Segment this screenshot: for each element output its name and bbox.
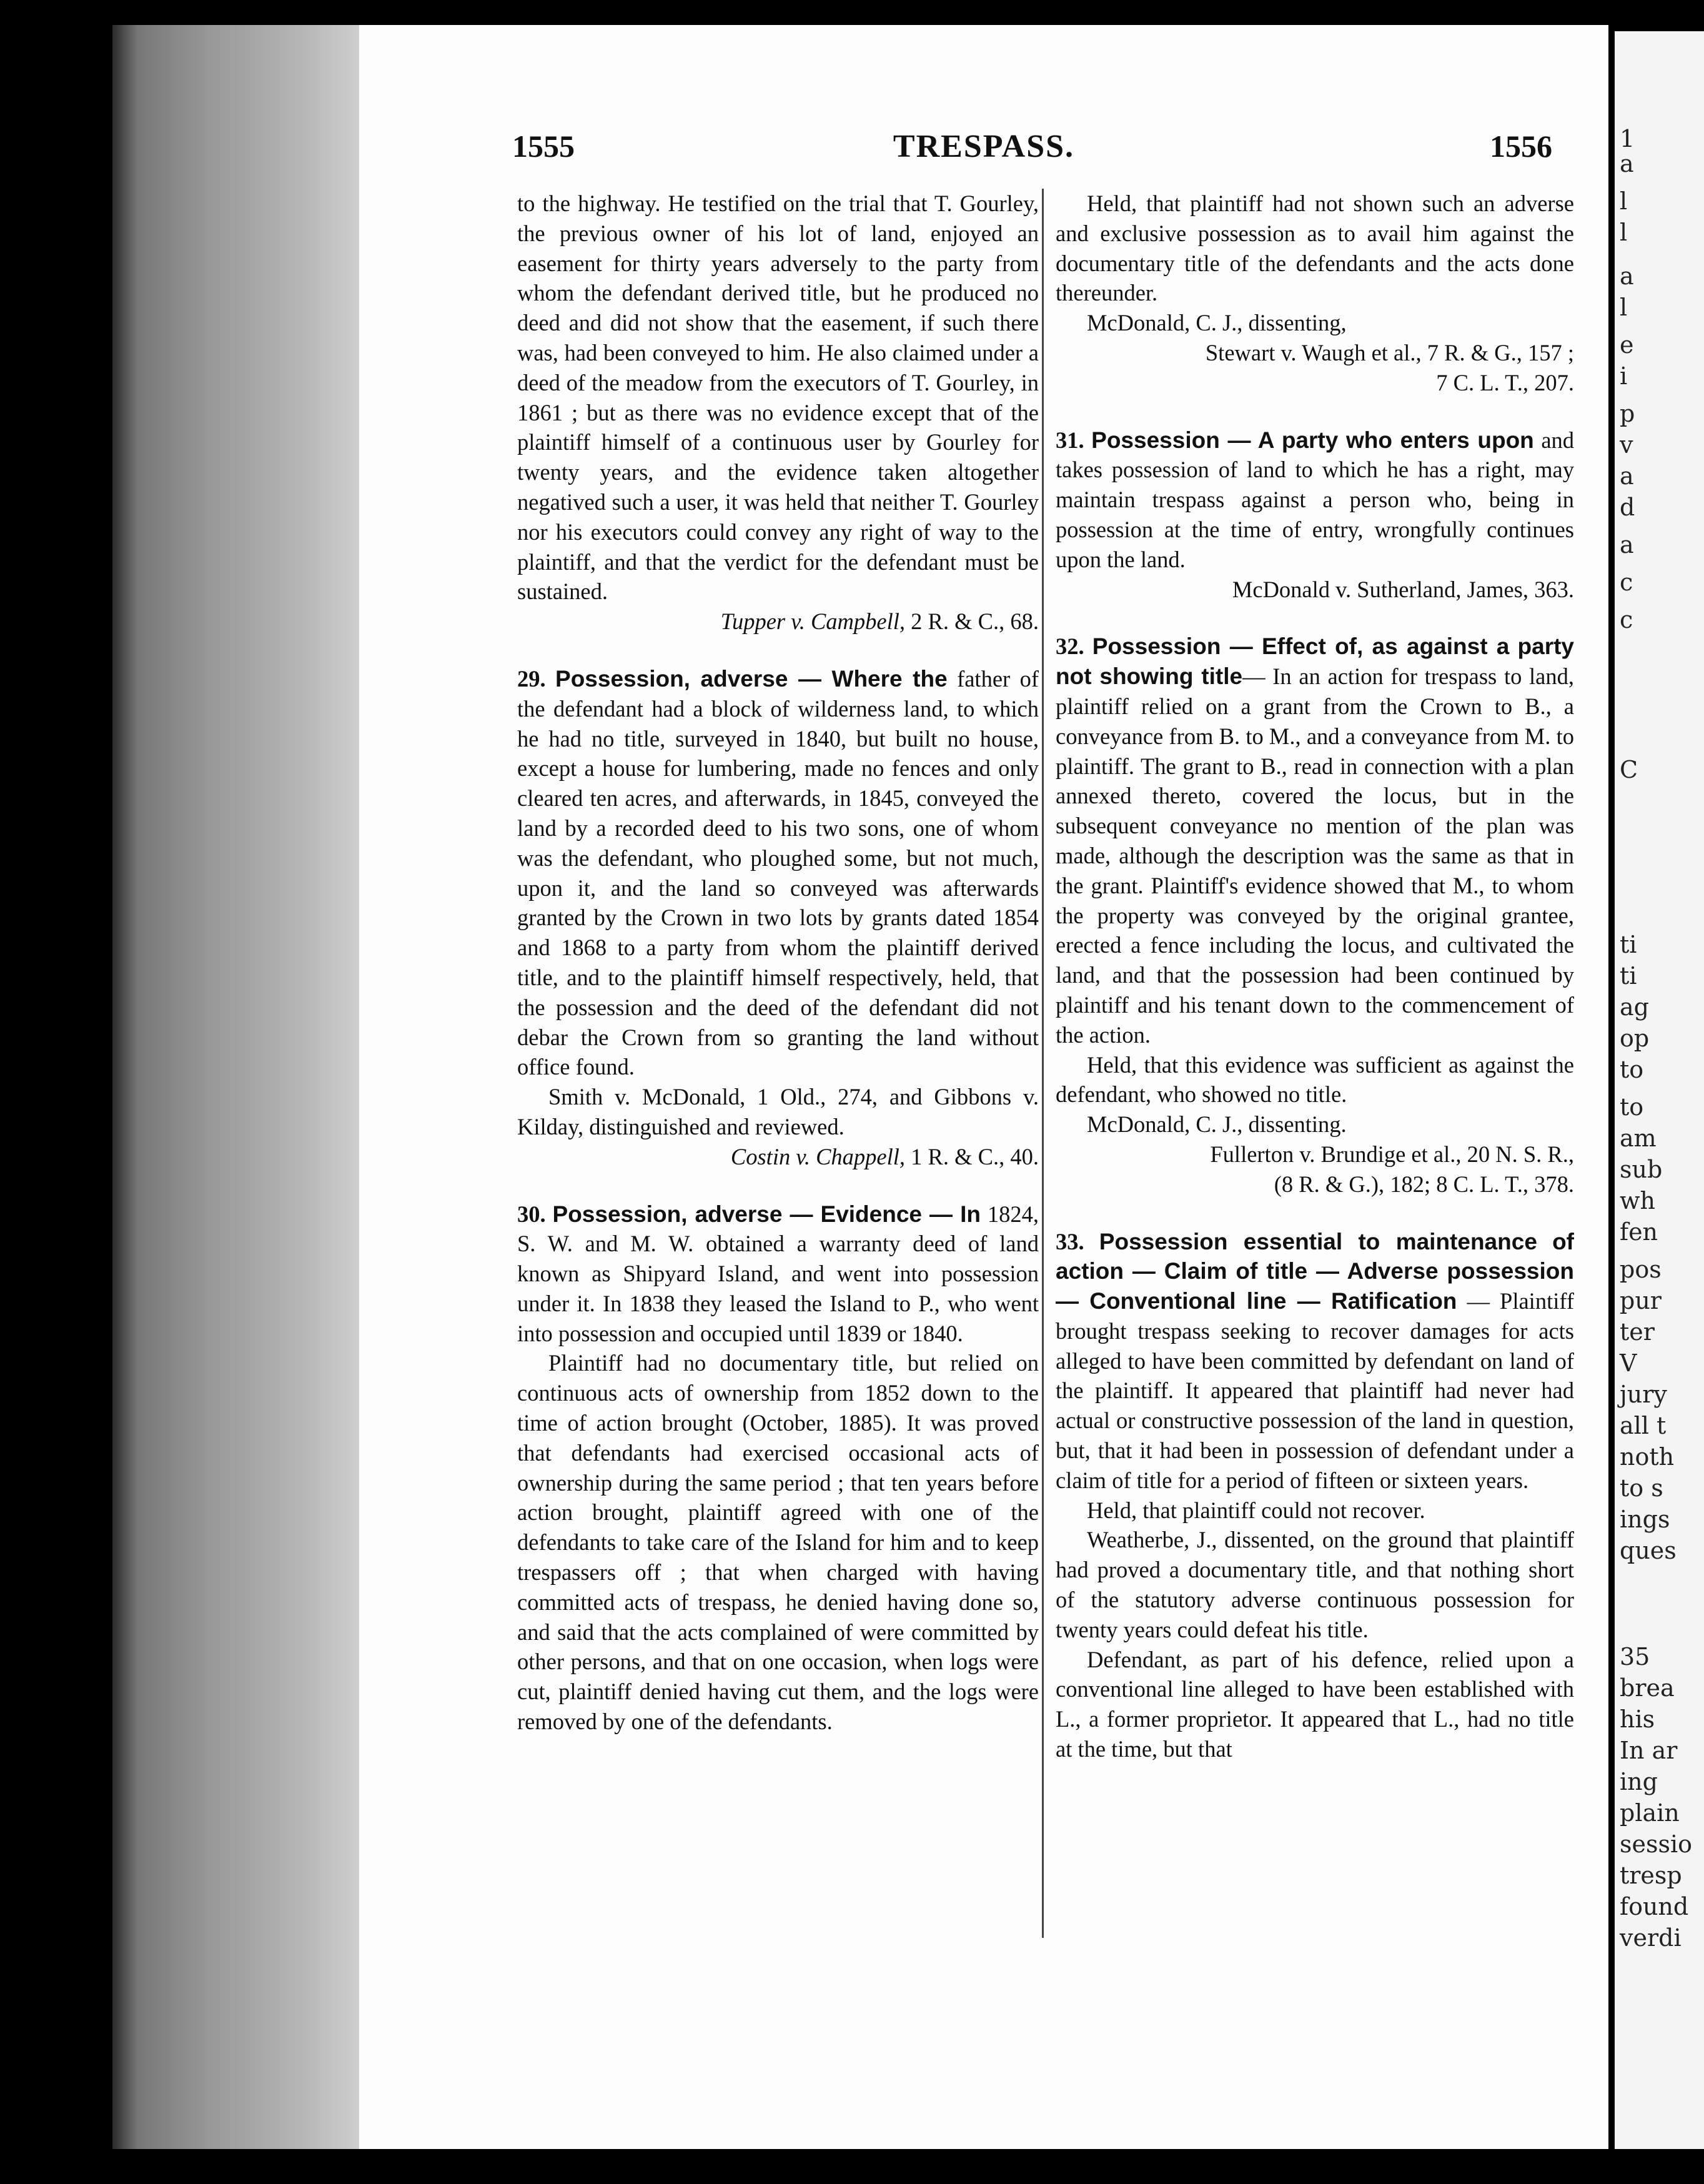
entry-31: [1056, 425, 1574, 575]
page-title: TRESPASS.: [893, 129, 1075, 164]
book-page: [359, 25, 1608, 2149]
next-page-text-fragment: In ar: [1620, 1737, 1678, 1764]
continued-text: Held, that plaintiff had not shown such an adverse and exclusive possession as to avail him against the documentary title of the defendants and the acts done thereunder.: [1056, 191, 1574, 306]
entry-text: — Plaintiff brought trespass seeking to recover damages for acts alleged to have been committed by defendant on land of the plaintiff. It appeared that plaintiff had never had actual or constructive possession of the land in question, but, that it had been in possession of defendant under a claim of title for a period of fifteen or sixteen years.: [1056, 1288, 1574, 1493]
next-page-text-fragment: ing: [1620, 1768, 1658, 1795]
next-page-edge: [1615, 31, 1704, 2149]
entry-32: [1056, 632, 1574, 1050]
entry-subheading: of action — Claim of title — Adverse possession — Conventional line — Ratification: [1056, 1228, 1575, 1314]
next-page-text-fragment: ti: [1620, 931, 1637, 958]
next-page-text-fragment: 1: [1620, 125, 1635, 152]
entry-heading: Possession essential to maintenance: [1099, 1228, 1537, 1254]
next-page-text-fragment: p: [1620, 400, 1635, 427]
right-page-number: 1556: [1490, 129, 1552, 164]
entry-text: and takes possession of land to which he has a right, may maintain trespass against a person who, being in possession at the time of entry, wrongfully continues upon the land.: [1056, 427, 1575, 572]
next-page-text-fragment: a: [1620, 531, 1634, 558]
case-reference: 2 R. & C., 68.: [911, 608, 1039, 635]
next-page-text-fragment: ti: [1620, 962, 1637, 990]
next-page-text-fragment: V: [1620, 1349, 1637, 1377]
next-page-text-fragment: jury: [1620, 1381, 1667, 1408]
next-page-text-fragment: to s: [1620, 1474, 1663, 1502]
next-page-text-fragment: am: [1620, 1124, 1657, 1152]
dissent-note: Weatherbe, J., dissented, on the ground that plaintiff had proved a documentary title, and that nothing short of the statutory adverse continuous possession for twenty years could defeat his title.: [1056, 1527, 1574, 1642]
entry-number: 32.: [1056, 633, 1084, 660]
next-page-text-fragment: i: [1620, 362, 1628, 390]
entry-text: 1824, S. W. and M. W. obtained a warranty deed of land known as Shipyard Island, and went into possession under it. In 1838 they leased the Island to P., who went into possession and occupied until 1839 or 1840.: [517, 1201, 1039, 1346]
entry-33: [1056, 1227, 1574, 1496]
next-page-text-fragment: a: [1620, 462, 1634, 490]
case-name: Costin v. Chappell,: [730, 1143, 906, 1169]
next-page-text-fragment: c: [1620, 568, 1633, 596]
next-page-text-fragment: l: [1620, 219, 1628, 246]
next-page-text-fragment: wh: [1620, 1187, 1655, 1214]
next-page-text-fragment: brea: [1620, 1674, 1675, 1702]
entry-number: 33.: [1056, 1228, 1084, 1254]
next-page-text-fragment: ag: [1620, 993, 1649, 1021]
entry-text: — In an action for trespass to land, plaintiff relied on a grant from the Crown to B., a conveyance from B. to M., and a conveyance from M. to plaintiff. The grant to B., read in connection with a plan annexed thereto, covered the locus, but in the subsequent conveyance no mention of the plan was made, although the description was the same as that in the grant. Plaintiff's evidence showed that M., to whom the property was conveyed by the original grantee, erected a fence including the locus, and cultivated the land, and that the possession had been continued by plaintiff and his tenant down to the commencement of the action.: [1056, 663, 1574, 1048]
next-page-text-fragment: l: [1620, 294, 1628, 321]
held-note: Held, that this evidence was sufficient as against the defendant, who showed no title.: [1056, 1051, 1574, 1108]
next-page-text-fragment: d: [1620, 494, 1635, 521]
next-page-text-fragment: op: [1620, 1025, 1650, 1052]
next-page-text-fragment: verdi: [1620, 1924, 1682, 1952]
entry-heading: Possession, adverse — Where the: [555, 665, 948, 692]
next-page-text-fragment: pur: [1620, 1287, 1662, 1314]
next-page-text-fragment: his: [1620, 1705, 1655, 1733]
defence-note: Defendant, as part of his defence, relied upon a conventional line alleged to have been established with L., a former proprietor. It appeared that L., had no title at the time, but that: [1056, 1646, 1574, 1762]
entry-30: [517, 1199, 1039, 1349]
next-page-text-fragment: C: [1620, 756, 1638, 783]
entry-subheading: party not showing title: [1056, 633, 1575, 690]
next-page-text-fragment: pos: [1620, 1256, 1662, 1283]
entry-29: [517, 664, 1039, 1082]
next-page-text-fragment: found: [1620, 1893, 1689, 1920]
next-page-text-fragment: ings: [1620, 1506, 1670, 1533]
case-citation: Fullerton v. Brundige et al., 20 N. S. R.,: [1210, 1141, 1574, 1167]
entry-number: 31.: [1056, 427, 1084, 453]
entry-number: 29.: [517, 665, 546, 692]
next-page-text-fragment: all t: [1620, 1412, 1667, 1439]
entry-heading: Possession — A party who enters upon: [1091, 427, 1534, 453]
case-citation: McDonald v. Sutherland, James, 363.: [1232, 576, 1574, 602]
continued-text: to the highway. He testified on the trial that T. Gourley, the previous owner of his lot of land, enjoyed an easement for thirty years adversely to the party from whom the defendant derived title, but he produced no deed and did not show that the easement, if such there was, had been conveyed to him. He also claimed under a deed of the meadow from the executors of T. Gourley, in 1861 ; but as there was no evidence except that of the plaintiff himself of a continuous user by Gourley for twenty years, and the evidence taken altogether negatived such a user, it was held that neither T. Gourley nor his executors could convey any right of way to the plaintiff, and that the verdict for the defendant must be sustained.: [517, 191, 1039, 605]
entry-number: 30.: [517, 1201, 546, 1227]
book-edge: [112, 25, 362, 2149]
next-page-text-fragment: ter: [1620, 1318, 1655, 1346]
next-page-text-fragment: sessio: [1620, 1830, 1693, 1858]
entry-note: Smith v. McDonald, 1 Old., 274, and Gibbons v. Kilday, distinguished and reviewed.: [517, 1084, 1039, 1139]
entry-heading: Possession — Effect of, as against a: [1092, 633, 1510, 660]
dissent-note: McDonald, C. J., dissenting.: [1087, 1111, 1347, 1138]
next-page-text-fragment: noth: [1620, 1443, 1675, 1471]
next-page-text-fragment: a: [1620, 262, 1634, 290]
left-column: [517, 189, 1039, 1737]
next-page-text-fragment: a: [1620, 150, 1634, 177]
entry-text: father of the defendant had a block of wilderness land, to which he had no title, surveyed in 1840, but built no house, except a house for lumbering, made no fences and only cleared ten acres, and afterwards, in 1845, conveyed the land by a recorded deed to his two sons, one of whom was the defendant, who ploughed some, but not much, upon it, and the land so conveyed was afterwards granted by the Crown in two lots by grants dated 1854 and 1868 to a party from whom the plaintiff derived title, and to the plaintiff himself respectively, held, that the possession and the deed of the defendant did not debar the Crown from so granting the land without office found.: [517, 665, 1039, 1080]
next-page-text-fragment: fen: [1620, 1218, 1658, 1246]
case-citation: Stewart v. Waugh et al., 7 R. & G., 157 ;: [1205, 339, 1574, 365]
entry-heading: Possession, adverse — Evidence — In: [552, 1201, 981, 1227]
case-citation: [517, 1142, 1039, 1172]
next-page-text-fragment: to: [1620, 1093, 1644, 1121]
next-page-text-fragment: sub: [1620, 1156, 1663, 1183]
next-page-text-fragment: v: [1620, 431, 1633, 459]
case-citation-cont: (8 R. & G.), 182; 8 C. L. T., 378.: [1274, 1171, 1574, 1197]
next-page-text-fragment: e: [1620, 331, 1634, 359]
column-divider: [1042, 189, 1044, 1938]
next-page-text-fragment: c: [1620, 606, 1633, 633]
case-name: Tupper v. Campbell,: [720, 608, 906, 635]
next-page-text-fragment: tresp: [1620, 1862, 1682, 1889]
case-citation: [517, 607, 1039, 637]
right-column: [1056, 189, 1574, 1764]
case-reference: 1 R. & C., 40.: [911, 1143, 1039, 1169]
next-page-text-fragment: ques: [1620, 1537, 1677, 1564]
dissent-note: McDonald, C. J., dissenting,: [1087, 310, 1347, 336]
next-page-text-fragment: 35: [1620, 1643, 1650, 1670]
entry-text-continued: Plaintiff had no documentary title, but relied on continuous acts of ownership from 1852 down to the time of action brought (October, 1885). It was proved that defendants had exercised occasional acts of ownership during the same period ; that ten years before action brought, plaintiff agreed with one of the defendants to take care of the Island for him and to keep trespassers off ; that when charged with having committed acts of trespass, he denied having done so, and said that the acts complained of were committed by other persons, and that on one occasion, when logs were cut, plaintiff denied having cut them, and the logs were removed by one of the defendants.: [517, 1350, 1039, 1735]
next-page-text-fragment: plain: [1620, 1799, 1680, 1827]
case-citation-cont: 7 C. L. T., 207.: [1436, 369, 1574, 395]
next-page-text-fragment: to: [1620, 1056, 1644, 1083]
left-page-number: 1555: [512, 129, 575, 164]
held-note: Held, that plaintiff could not recover.: [1087, 1497, 1425, 1523]
next-page-text-fragment: l: [1620, 187, 1628, 215]
